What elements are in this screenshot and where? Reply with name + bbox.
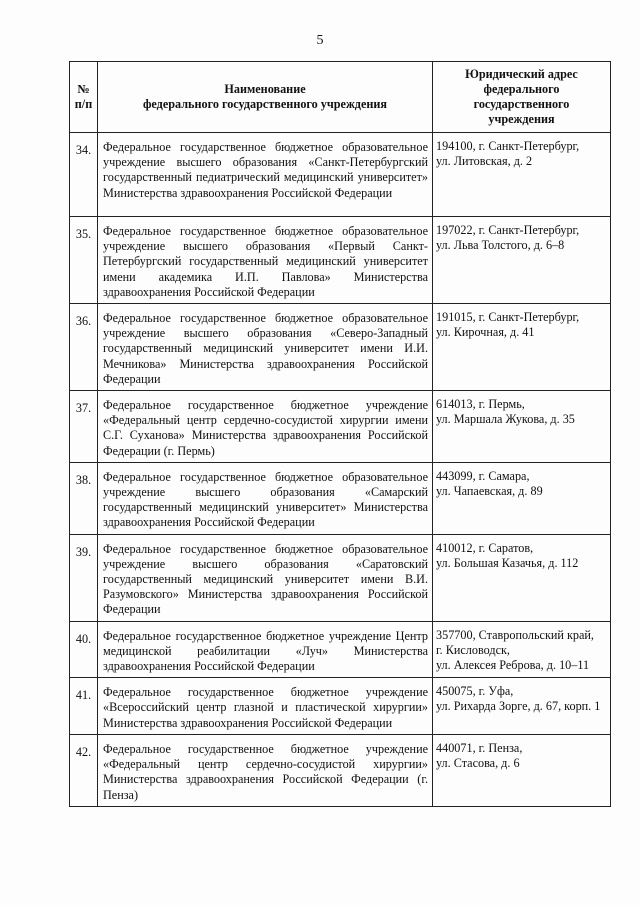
row-number: 40.	[70, 621, 98, 678]
header-address-line: федерального	[483, 81, 560, 96]
address-line: ул. Кирочная, д. 41	[436, 325, 535, 340]
institution-name: Федеральное государственное бюджетное учреждение «Федеральный центр сердечно-сосудистой хирургии» Министерства здравоохранения Российской Федерации (г. Пенза)	[98, 734, 433, 806]
address-line: г. Кисловодск,	[436, 642, 510, 657]
row-number: 34.	[70, 133, 98, 217]
row-number: 41.	[70, 678, 98, 735]
institutions-table	[69, 61, 611, 807]
table-row	[70, 217, 611, 304]
address-line: ул. Чапаевская, д. 89	[436, 484, 543, 499]
row-number: 38.	[70, 462, 98, 534]
address-line: ул. Алексея Реброва, д. 10–11	[436, 658, 590, 673]
row-number: 35.	[70, 217, 98, 304]
address-line: 450075, г. Уфа,	[436, 684, 514, 699]
header-name-line: федерального государственного учреждения	[142, 97, 388, 111]
legal-address	[433, 734, 611, 806]
institution-name: Федеральное государственное бюджетное образовательное учреждение высшего образования «Санкт-Петербургский государственный педиатрический медицинский университет» Министерства здравоохранения Российской Федерации	[98, 133, 433, 217]
address-line: ул. Литовская, д. 2	[436, 154, 533, 169]
legal-address	[433, 678, 611, 735]
address-line: 194100, г. Санкт-Петербург,	[436, 139, 580, 153]
header-address-line: учреждения	[488, 112, 555, 127]
institution-name: Федеральное государственное бюджетное учреждение «Всероссийский центр глазной и пластической хирургии» Министерства здравоохранения Российской Федерации	[98, 678, 433, 735]
legal-address	[433, 534, 611, 621]
header-num-line: №	[77, 81, 90, 96]
institution-name: Федеральное государственное бюджетное образовательное учреждение высшего образования «Саратовский государственный медицинский университет имени В.И. Разумовского» Министерства здравоохранения Российской Федерации	[98, 534, 433, 621]
address-line: ул. Льва Толстого, д. 6–8	[436, 238, 565, 253]
table-row	[70, 734, 611, 806]
legal-address	[433, 133, 611, 217]
table-row	[70, 133, 611, 217]
row-number: 39.	[70, 534, 98, 621]
address-line: ул. Стасова, д. 6	[436, 756, 520, 771]
header-num	[70, 62, 98, 133]
address-line: 410012, г. Саратов,	[436, 540, 534, 555]
table-row	[70, 534, 611, 621]
header-address-line: государственного	[473, 97, 570, 111]
address-line: 357700, Ставропольский край,	[436, 627, 594, 642]
table-row	[70, 621, 611, 678]
header-num-line: п/п	[74, 97, 93, 111]
address-line: 443099, г. Самара,	[436, 468, 530, 483]
address-line: ул. Маршала Жукова, д. 35	[436, 412, 575, 427]
header-address-line: Юридический адрес	[465, 66, 578, 81]
institution-name: Федеральное государственное бюджетное учреждение «Федеральный центр сердечно-сосудистой хирургии имени С.Г. Суханова» Министерства здравоохранения Российской Федерации (г. Пермь)	[98, 391, 433, 463]
address-line: 191015, г. Санкт-Петербург,	[436, 310, 580, 325]
legal-address	[433, 462, 611, 534]
address-line: ул. Рихарда Зорге, д. 67, корп. 1	[436, 699, 601, 714]
address-line: 440071, г. Пенза,	[436, 740, 523, 755]
table-row	[70, 304, 611, 391]
table-row	[70, 391, 611, 463]
legal-address	[433, 217, 611, 304]
legal-address	[433, 621, 611, 678]
header-name	[98, 62, 433, 133]
address-line: ул. Большая Казачья, д. 112	[436, 555, 579, 570]
legal-address	[433, 391, 611, 463]
table-row	[70, 678, 611, 735]
row-number: 42.	[70, 734, 98, 806]
row-number: 36.	[70, 304, 98, 391]
legal-address	[433, 304, 611, 391]
institution-name: Федеральное государственное бюджетное образовательное учреждение высшего образования «Северо-Западный государственный медицинский университет имени И.И. Мечникова» Министерства здравоохранения Российской Федерации	[98, 304, 433, 391]
page-number: 5	[316, 33, 324, 48]
row-number: 37.	[70, 391, 98, 463]
header-address	[433, 62, 611, 133]
address-line: 197022, г. Санкт-Петербург,	[436, 223, 580, 237]
table-header-row	[70, 62, 611, 133]
address-line: 614013, г. Пермь,	[436, 397, 525, 412]
institution-name: Федеральное государственное бюджетное образовательное учреждение высшего образования «Самарский государственный медицинский университет» Министерства здравоохранения Российской Федерации	[98, 462, 433, 534]
institution-name: Федеральное государственное бюджетное учреждение Центр медицинской реабилитации «Луч» Министерства здравоохранения Российской Федерации	[98, 621, 433, 678]
table-row	[70, 462, 611, 534]
header-name-line: Наименование	[224, 81, 306, 96]
table-body	[70, 133, 611, 807]
institution-name: Федеральное государственное бюджетное образовательное учреждение высшего образования «Первый Санкт-Петербургский государственный медицинский университет имени академика И.П. Павлова» Министерства здравоохранения Российской Федерации	[98, 217, 433, 304]
